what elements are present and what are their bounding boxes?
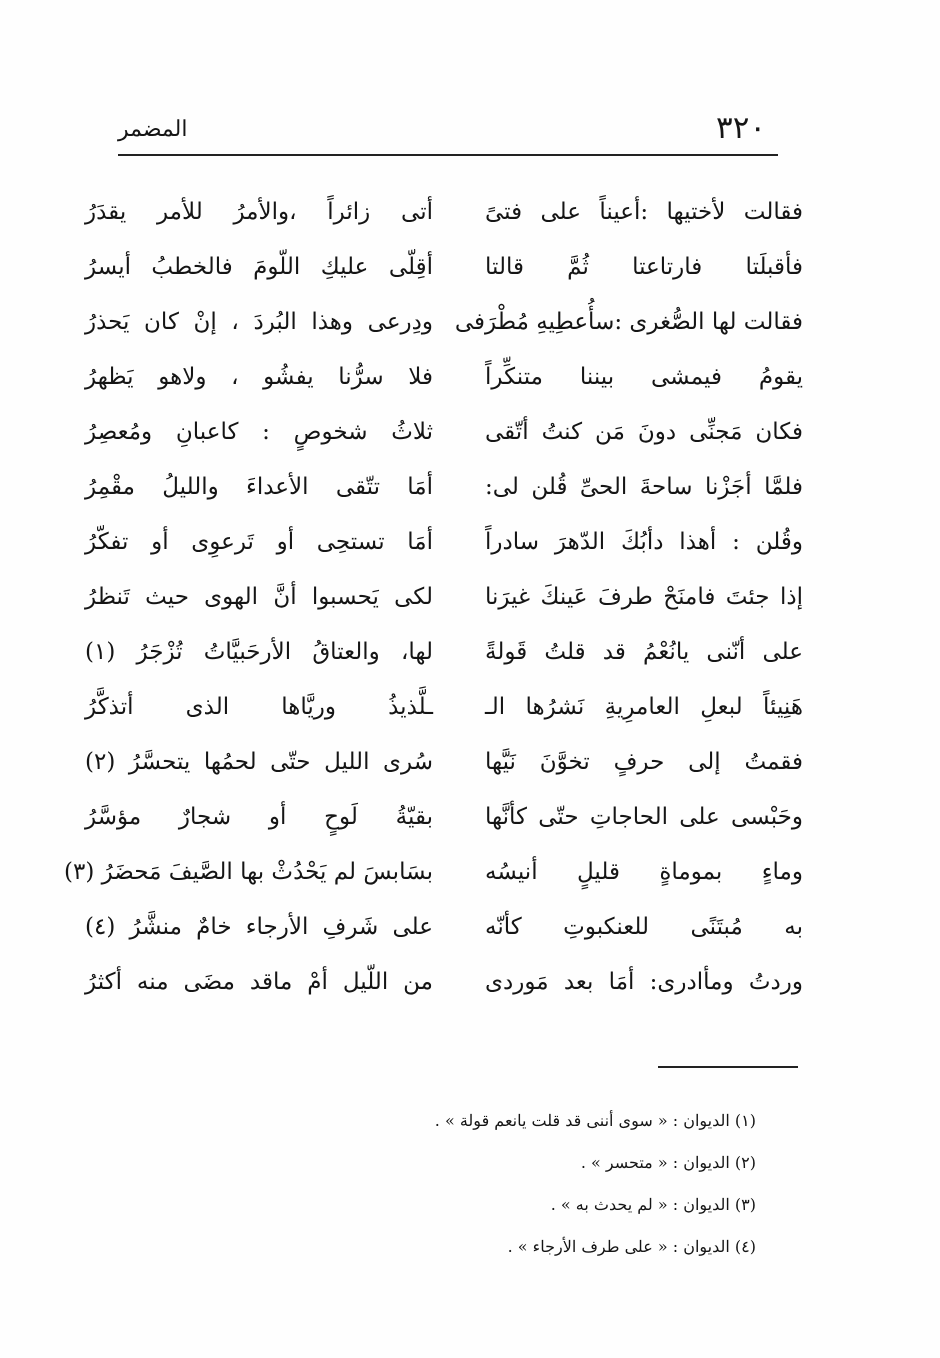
verse-first-hemistich: يقومُ فيمشى بيننا متنكِّراً [485,364,803,390]
footnote: (٤) الديوان : « على طرف الأرجاء » . [507,1237,756,1256]
verse-first-hemistich: فلمَّا أجَزْنا ساحةَ الحىِّ قُلن لى: [485,474,803,500]
verse-first-hemistich: فقمتُ إلى حرفٍ تخوَّنَ نَيَّها [485,749,803,775]
running-head [118,108,780,152]
verse-second-hemistich: لها، والعتاقُ الأرحَبيَّاتُ تُزْجَرُ (١) [85,639,433,665]
chapter-title: المضمر [118,117,188,142]
verse-first-hemistich: على أنّنى يانُعْمُ قد قلتُ قَولةً [485,639,803,665]
footnote-divider [658,1066,798,1068]
verse [63,846,803,898]
verse [85,901,803,953]
verse-first-hemistich: وحَبْسى على الحاجاتِ حتّى كأنَّها [485,804,803,830]
verse [85,241,803,293]
verse [85,516,803,568]
verse-first-hemistich: وماءٍ بموماةٍ قليلٍ أنيسُه [485,859,803,885]
verse-first-hemistich: وردتُ ومأادرى: أمَا بعد مَوردى [485,969,803,995]
footnote: (٣) الديوان : « لم يحدث به » . [550,1195,756,1214]
verse-second-hemistich: سُرى الليل حتّى لحمُها يتحسَّرُ (٢) [85,749,433,775]
verse-second-hemistich: لكى يَحسبوا أنَّ الهوى حيث تَنظرُ [85,584,433,610]
verse-second-hemistich: ـلَّذيذُ وريَّاها الذى أتذكَّرُ [85,694,433,720]
footnote: (٢) الديوان : « متحسر » . [580,1153,756,1172]
page-number: ٣٢٠ [716,110,766,146]
verse-first-hemistich: فقالت لها الصُّغرى :سأُعطِيهِ مُطْرَفى [454,309,803,335]
verse [85,406,803,458]
verse-second-hemistich: أتى زائراً ،والأمرُ للأمر يقدَرُ [85,199,433,225]
verse-second-hemistich: ودِرعى وهذا البُردَ ، إنْ كان يَحذرُ [85,309,433,335]
header-divider [118,154,778,156]
footnote: (١) الديوان : « سوى أننى قد قلت يانعم قولة » . [434,1111,756,1130]
verse [85,956,803,1008]
verse-first-hemistich: فأقبلَتا فارتاعتا ثُمَّ قالتا [485,254,803,280]
verse [85,736,803,788]
verse-second-hemistich: أمَا تتّقى الأعداءَ والليلُ مقْمِرُ [85,474,433,500]
verse-first-hemistich: فقالت لأختيها :أعيناً على فتىً [485,199,803,225]
verse [85,461,803,513]
poem [63,186,803,1006]
verse-second-hemistich: ثلاثُ شخوصٍ : كاعبانِ ومُعصِرُ [85,419,433,445]
verse-first-hemistich: إذا جئتَ فامنَحْ طرفَ عَينكَ غيرَنا [485,584,803,610]
verse-second-hemistich: بسَابسَ لم يَحْدُثْ بها الصَّيفَ مَحضَرُ (٣) [63,859,433,885]
verse-first-hemistich: وقُلن : أهذا دأبُكَ الدّهرَ سادراً [485,529,803,555]
verse-first-hemistich: فكان مَجنِّى دونَ مَن كنتُ أتّقى [485,419,803,445]
verse-second-hemistich: على شَرفِ الأرجاء خامٌ منشَّرُ (٤) [85,914,433,940]
verse-second-hemistich: بقيّةُ لَوحٍ أو شجارٌ مؤسَّرُ [85,804,433,830]
verse [85,681,803,733]
verse [85,296,803,348]
verse-second-hemistich: فلا سرُّنا يفشُو ، ولاهو يَظهرُ [85,364,433,390]
verse-second-hemistich: أمَا تستحِى أو تَرعوِى أو تفكّرُ [85,529,433,555]
verse-second-hemistich: أقِلّى عليكِ اللّومَ فالخطبُ أيسرُ [85,254,433,280]
verse [85,571,803,623]
footnotes [300,1100,756,1268]
verse [85,351,803,403]
verse-first-hemistich: هَنِيئاً لبعلِ العامرِيةِ نَشرُها الـ [485,694,803,720]
verse [85,186,803,238]
verse-first-hemistich: به مُبتَنًى للعنكبوتِ كأنّه [485,914,803,940]
verse-second-hemistich: من اللّيل أمْ ماقد مضَى منه أكثرُ [85,969,433,995]
verse [85,791,803,843]
verse [85,626,803,678]
